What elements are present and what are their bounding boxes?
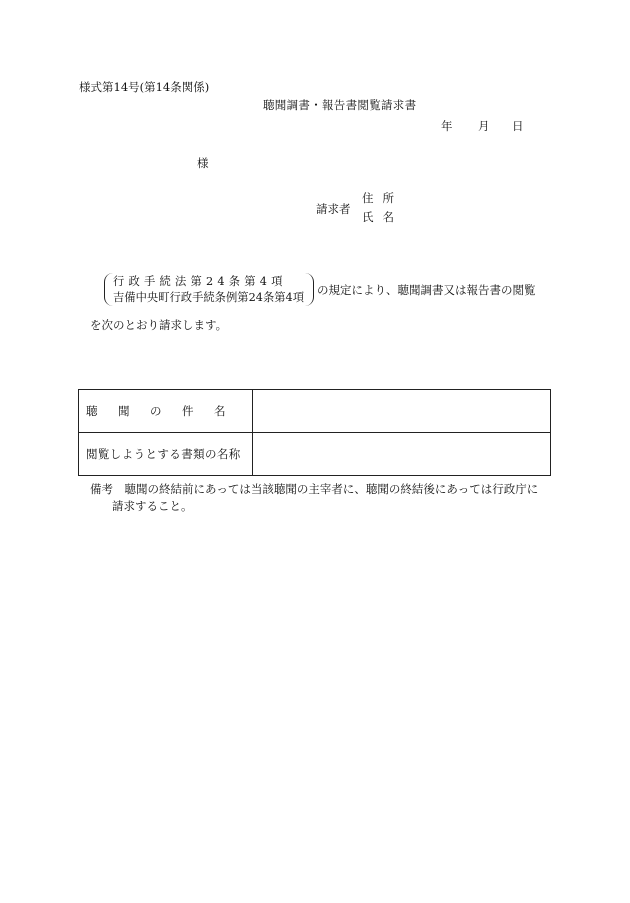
table-row (79, 433, 551, 476)
addressee-honorific: 様 (197, 156, 209, 170)
requester-name-label: 氏名 (362, 210, 403, 224)
form-number: 様式第14号(第14条関係) (79, 80, 210, 94)
request-body-line-1: の規定により、聴聞調書又は報告書の閲覧 (317, 283, 536, 297)
request-body-line-2: を次のとおり請求します。 (90, 318, 228, 332)
remarks-line-2: 請求すること。 (112, 499, 193, 513)
document-name-label: 閲覧しようとする書類の名称 (86, 447, 241, 461)
remarks-line-1: 備考 聴聞の終結前にあっては当該聴聞の主宰者に、聴聞の終結後にあっては行政庁に (90, 482, 539, 496)
table-label-cell (79, 433, 253, 476)
legal-basis-ordinance: 吉備中央町行政手続条例第24条第4項 (113, 291, 305, 304)
date-month-label: 月 (478, 119, 490, 133)
requester-label: 請求者 (316, 202, 351, 216)
hearing-subject-label: 聴聞の件名 (86, 404, 246, 418)
document-name-value[interactable] (253, 433, 551, 476)
hearing-subject-value[interactable] (253, 390, 551, 433)
table-label-cell (79, 390, 253, 433)
legal-basis-act: 行政手続法第24条第4項 (113, 275, 287, 288)
requester-address-label: 住所 (362, 191, 403, 205)
date-year-label: 年 (441, 119, 453, 133)
date-day-label: 日 (512, 119, 524, 133)
table-row (79, 390, 551, 433)
request-details-table (78, 389, 551, 476)
document-title: 聴聞調書・報告書閲覧請求書 (263, 98, 417, 112)
